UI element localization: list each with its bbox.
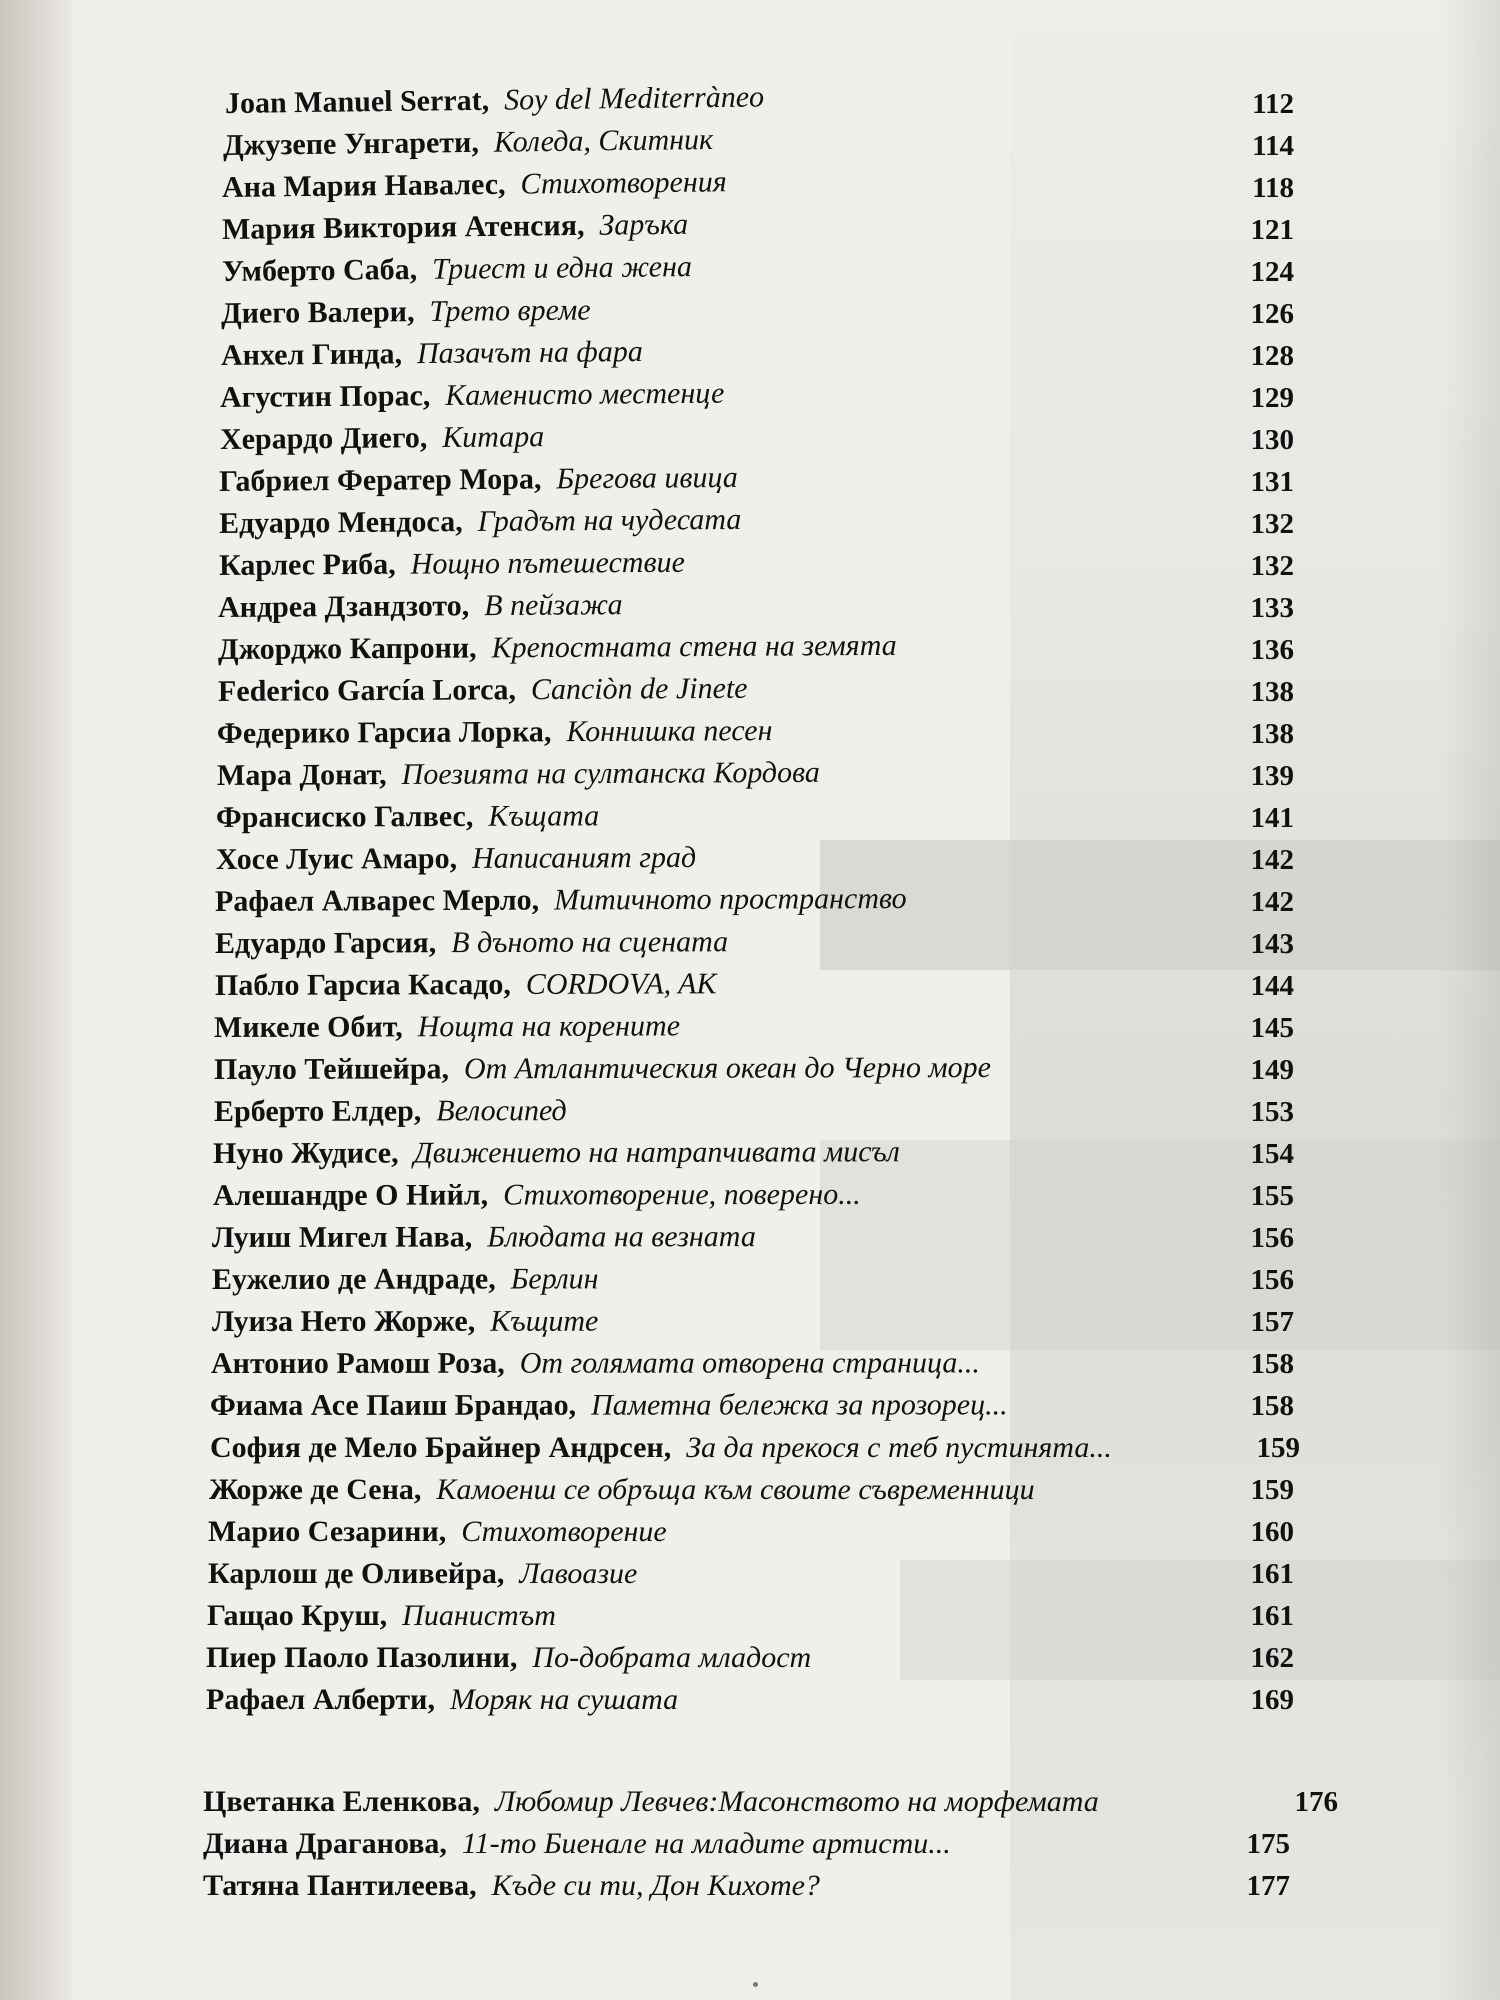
toc-row — [0, 924, 1500, 964]
toc-row — [0, 336, 1500, 376]
page-number: 144 — [1250, 970, 1294, 1002]
page-number: 157 — [1250, 1306, 1294, 1338]
page-number: 176 — [1294, 1786, 1338, 1818]
work-title: Къщата — [488, 799, 600, 833]
separator: , — [391, 1136, 414, 1170]
separator: , — [509, 1641, 533, 1674]
toc-row — [0, 588, 1500, 628]
page-number: 129 — [1250, 382, 1294, 414]
work-title: Нощта на корените — [417, 1009, 681, 1044]
toc-entry — [219, 458, 738, 502]
separator: , — [663, 1431, 687, 1464]
page-number: 114 — [1252, 130, 1294, 162]
page-number: 175 — [1246, 1828, 1290, 1860]
separator: , — [413, 1473, 437, 1506]
toc-row — [0, 504, 1500, 544]
page-number: 149 — [1250, 1054, 1294, 1086]
separator: , — [503, 967, 526, 1001]
work-title: Поезията на султанска Кордова — [401, 755, 820, 792]
page-number: 132 — [1250, 550, 1294, 582]
separator: , — [388, 547, 411, 581]
separator: , — [394, 337, 418, 371]
page-number: 130 — [1250, 424, 1294, 456]
separator: , — [441, 1052, 465, 1086]
toc-entry — [214, 1006, 680, 1048]
toc-row — [0, 207, 1500, 250]
separator: , — [533, 462, 557, 496]
toc-entry — [219, 543, 685, 586]
toc-row — [0, 1512, 1500, 1552]
author-name: Мара Донат — [216, 758, 380, 792]
page-number: 136 — [1250, 634, 1294, 666]
author-name: Ана Мария Навалес — [221, 167, 499, 204]
page-number: 138 — [1250, 676, 1294, 708]
author-name: Антонио Рамош Роза — [210, 1346, 498, 1380]
toc-row — [0, 1260, 1500, 1300]
toc-row — [0, 966, 1500, 1006]
work-title: Canciòn de Jinete — [530, 671, 748, 707]
work-title: Пазачът на фара — [416, 334, 643, 371]
separator: , — [413, 1094, 437, 1128]
toc-row — [0, 165, 1500, 208]
page-number: 112 — [1252, 88, 1294, 120]
separator: , — [543, 715, 567, 749]
author-name: Алешандре О Нийл — [212, 1178, 481, 1212]
toc-row — [0, 1680, 1500, 1720]
page-number: 162 — [1250, 1642, 1294, 1674]
toc-entry — [219, 500, 742, 544]
separator: , — [480, 1178, 504, 1212]
page-number: 133 — [1250, 592, 1294, 624]
separator: , — [379, 758, 402, 792]
toc-entry — [218, 585, 623, 628]
separator: , — [465, 799, 489, 833]
toc-row — [0, 672, 1500, 712]
work-title: Къщите — [490, 1304, 599, 1338]
work-title: В пейзажа — [484, 588, 623, 623]
separator: , — [449, 841, 473, 875]
author-name: Пабло Гарсиа Касадо — [214, 967, 504, 1002]
toc-entry — [216, 796, 599, 838]
toc-entry — [211, 1343, 980, 1384]
toc-row — [0, 1386, 1500, 1426]
toc-entry — [208, 1554, 637, 1594]
author-name: Пауло Тейшейра — [213, 1052, 442, 1086]
toc-entry — [215, 964, 717, 1006]
page-number: 139 — [1250, 760, 1294, 792]
toc-entry — [221, 332, 643, 376]
work-title: Градът на чудесата — [477, 502, 742, 538]
author-name: София де Мело Брайнер Андрсен — [210, 1431, 664, 1464]
author-name: Карлош де Оливейра — [208, 1557, 497, 1590]
toc-entry — [221, 290, 591, 334]
work-title: Къде си ти, Дон Кихоте? — [491, 1869, 820, 1902]
author-name: Федерико Гарсиа Лорка — [216, 715, 544, 750]
page-number: 161 — [1250, 1600, 1294, 1632]
page-number: 142 — [1250, 844, 1294, 876]
author-name: Татяна Пантилеева — [203, 1869, 470, 1902]
toc-row — [0, 294, 1500, 334]
separator: , — [497, 1346, 520, 1380]
author-name: Едуардо Гарсия — [214, 926, 429, 960]
page-number: 161 — [1250, 1558, 1294, 1590]
work-title: 11-то Биенале на младите артисти... — [461, 1827, 951, 1860]
separator: , — [427, 1683, 450, 1716]
page-number: 158 — [1250, 1348, 1294, 1380]
page-number: 160 — [1250, 1516, 1294, 1548]
page-number: 126 — [1250, 298, 1294, 330]
toc-row — [0, 1824, 1500, 1864]
toc-row — [0, 80, 1500, 124]
toc-entry — [212, 1217, 756, 1258]
work-title: Лавоазие — [519, 1557, 638, 1590]
separator: , — [469, 1869, 492, 1902]
page-number: 141 — [1250, 802, 1294, 834]
toc-row — [0, 123, 1500, 166]
author-name: Марио Сезарини — [208, 1515, 439, 1548]
author-name: Анхел Гинда — [220, 337, 395, 372]
author-name: Луиза Нето Жорже — [211, 1304, 468, 1338]
toc-entry — [222, 247, 692, 292]
author-name: Federico García Lorca — [217, 673, 509, 708]
separator: , — [439, 1827, 462, 1860]
toc-row — [0, 420, 1500, 460]
toc-row — [0, 714, 1500, 754]
author-name: Габриел Фератер Мора — [218, 462, 535, 498]
page-number: 158 — [1250, 1390, 1294, 1422]
toc-row — [0, 1218, 1500, 1258]
toc-entry — [203, 1866, 820, 1906]
toc-row — [0, 378, 1500, 418]
work-title: Трето време — [429, 293, 591, 328]
work-title: От голямата отворена страница... — [519, 1346, 980, 1380]
author-name: Рафаел Алберти — [206, 1683, 428, 1716]
separator: , — [472, 1785, 495, 1818]
separator: , — [406, 294, 430, 329]
toc-entry — [222, 205, 689, 250]
toc-entry — [206, 1680, 678, 1720]
separator: , — [488, 1262, 511, 1296]
work-title: Нощно пътешествие — [410, 545, 685, 581]
toc-row — [0, 1176, 1500, 1216]
page-number: 145 — [1250, 1012, 1294, 1044]
toc-row — [0, 1638, 1500, 1678]
toc-row — [0, 1596, 1500, 1636]
work-title: Брегова ивица — [556, 460, 738, 496]
author-name: Нуно Жудисе — [212, 1136, 392, 1170]
toc-row — [0, 1008, 1500, 1048]
toc-entry — [208, 1512, 667, 1552]
toc-row — [0, 1554, 1500, 1594]
page-number: 138 — [1250, 718, 1294, 750]
work-title: Движението на натрапчивата мисъл — [413, 1135, 900, 1170]
separator: , — [464, 1220, 488, 1254]
separator: , — [568, 1388, 592, 1422]
toc-row — [0, 798, 1500, 838]
toc-row — [0, 1782, 1500, 1822]
toc-entry — [217, 753, 820, 796]
separator: , — [576, 208, 600, 242]
separator: , — [471, 125, 495, 159]
work-title: Коледа, Скитник — [493, 123, 714, 159]
toc-entry — [207, 1596, 556, 1636]
separator: , — [497, 167, 521, 201]
toc-entry — [210, 1428, 1112, 1468]
toc-entry — [223, 120, 714, 166]
toc-entry — [216, 838, 696, 880]
toc-row — [0, 252, 1500, 292]
toc-row — [0, 546, 1500, 586]
toc-row — [0, 840, 1500, 880]
author-name: Гащао Круш — [207, 1599, 380, 1632]
toc-entry — [210, 1385, 1008, 1426]
page-number: 143 — [1250, 928, 1294, 960]
author-name: Жорже де Сена — [209, 1473, 414, 1506]
page-number: 131 — [1250, 466, 1294, 498]
toc-row — [0, 462, 1500, 502]
page-number: 156 — [1250, 1222, 1294, 1254]
work-title: Каменисто местенце — [445, 376, 725, 413]
toc-row — [0, 630, 1500, 670]
page-number: 177 — [1246, 1870, 1290, 1902]
author-name: Джорджо Капрони — [217, 631, 470, 666]
author-name: Умберто Саба — [221, 253, 410, 288]
work-title: Триест и една жена — [432, 250, 693, 286]
toc-entry — [215, 879, 907, 922]
separator: , — [467, 1304, 491, 1338]
toc-entry — [214, 1091, 567, 1132]
page-number: 121 — [1250, 214, 1294, 246]
toc-row — [0, 1092, 1500, 1132]
toc-entry — [206, 1638, 811, 1678]
separator: , — [481, 83, 505, 117]
toc-entry — [203, 1824, 951, 1864]
toc-entry — [209, 1470, 1035, 1510]
author-name: Пиер Паоло Пазолини — [206, 1641, 510, 1674]
separator: , — [409, 252, 433, 287]
work-title: Велосипед — [436, 1094, 567, 1128]
toc-entry — [220, 417, 545, 460]
work-title: Блюдата на везната — [487, 1220, 756, 1254]
toc-row — [0, 1470, 1500, 1510]
separator: , — [454, 504, 478, 539]
author-name: Еужелио де Андраде — [211, 1262, 489, 1296]
work-title: Любомир Левчев:Масонството на морфемата — [494, 1785, 1099, 1818]
page-number: 169 — [1250, 1684, 1294, 1716]
author-name: Диана Драганова — [203, 1827, 440, 1860]
separator: , — [419, 421, 443, 455]
toc-entry — [218, 669, 748, 712]
work-title: Камоенш се обръща към своите съвременници — [436, 1473, 1035, 1506]
separator: , — [379, 1599, 403, 1632]
author-name: Карлес Риба — [218, 547, 389, 582]
separator: , — [438, 1515, 462, 1548]
author-name: Андреа Дзандзото — [217, 589, 462, 624]
work-title: Пианистът — [402, 1599, 556, 1632]
page-number: 159 — [1250, 1474, 1294, 1506]
separator: , — [531, 883, 555, 917]
toc-row — [0, 882, 1500, 922]
toc-entry — [213, 1175, 861, 1216]
toc-entry — [217, 711, 773, 754]
separator: , — [469, 631, 492, 665]
author-name: Joan Manuel Serrat — [224, 83, 482, 120]
separator: , — [508, 673, 532, 707]
work-title: Паметна бележка за прозорец... — [591, 1388, 1008, 1422]
separator: , — [422, 379, 446, 413]
author-name: Рафаел Алварес Мерло — [214, 883, 532, 918]
page-number: 159 — [1256, 1432, 1300, 1464]
page-number: 153 — [1250, 1096, 1294, 1128]
work-title: По-добрата младост — [532, 1641, 812, 1674]
author-name: Фиама Асе Паиш Брандао — [209, 1388, 569, 1422]
toc-entry — [220, 374, 725, 418]
work-title: Заръка — [599, 207, 689, 242]
separator: , — [496, 1557, 520, 1590]
page-number: 155 — [1250, 1180, 1294, 1212]
work-title: Стихотворение — [461, 1515, 667, 1548]
work-title: В дъното на сцената — [451, 925, 729, 960]
toc-row — [0, 1134, 1500, 1174]
author-name: Агустин Порас — [219, 379, 423, 414]
toc-row — [0, 1428, 1500, 1468]
page-number: 154 — [1250, 1138, 1294, 1170]
toc-entry — [213, 1132, 900, 1174]
toc-entry — [212, 1259, 599, 1300]
author-name: Джузепе Унгарети — [222, 125, 472, 162]
toc-entry — [203, 1782, 1099, 1822]
toc-entry — [222, 162, 727, 208]
author-name: Диего Валери — [220, 295, 408, 330]
page-number: 132 — [1250, 508, 1294, 540]
separator: , — [428, 926, 452, 960]
toc-row — [0, 1302, 1500, 1342]
work-title: Китара — [442, 420, 545, 455]
work-title: Написаният град — [471, 840, 697, 875]
author-name: Микеле Обит — [213, 1010, 396, 1044]
author-name: Франсиско Галвес — [215, 799, 466, 834]
work-title: Крепостната стена на земята — [491, 628, 897, 665]
toc-row — [0, 1344, 1500, 1384]
work-title: Soy del Mediterràneo — [503, 80, 765, 117]
work-title: От Атлантическия океан до Черно море — [463, 1050, 991, 1086]
toc-entry — [225, 77, 765, 124]
work-title: Коннишка песен — [566, 714, 773, 749]
work-title: Стихотворения — [520, 165, 727, 201]
author-name: Цветанка Еленкова — [203, 1785, 473, 1818]
separator: , — [461, 589, 485, 623]
work-title: Берлин — [510, 1262, 599, 1296]
toc-entry — [212, 1302, 598, 1342]
author-name: Мария Виктория Атенсия — [221, 208, 578, 246]
toc-entry — [215, 922, 728, 964]
page-number: 128 — [1250, 340, 1294, 372]
page-number: 118 — [1252, 172, 1294, 204]
page-number: 156 — [1250, 1264, 1294, 1296]
page-number: 142 — [1250, 886, 1294, 918]
work-title: Митичното пространство — [554, 881, 907, 917]
toc-row — [0, 756, 1500, 796]
separator: , — [395, 1010, 418, 1044]
author-name: Луиш Мигел Нава — [211, 1220, 465, 1254]
toc-entry — [218, 626, 897, 670]
work-title: Моряк на сушата — [449, 1683, 679, 1716]
toc-row — [0, 1050, 1500, 1090]
author-name: Ерберто Елдер — [213, 1094, 414, 1128]
toc-row — [0, 1866, 1500, 1906]
author-name: Хосе Луис Амаро — [215, 841, 450, 876]
author-name: Херардо Диего — [219, 421, 420, 456]
page-number: 124 — [1250, 256, 1294, 288]
author-name: Едуардо Мендоса — [218, 505, 456, 540]
work-title: CORDOVA, AK — [525, 967, 717, 1001]
work-title: Стихотворение, поверено... — [503, 1177, 861, 1212]
page-mark — [753, 1982, 758, 1987]
work-title: За да прекося с теб пустинята... — [686, 1431, 1112, 1464]
toc-entry — [214, 1048, 991, 1090]
